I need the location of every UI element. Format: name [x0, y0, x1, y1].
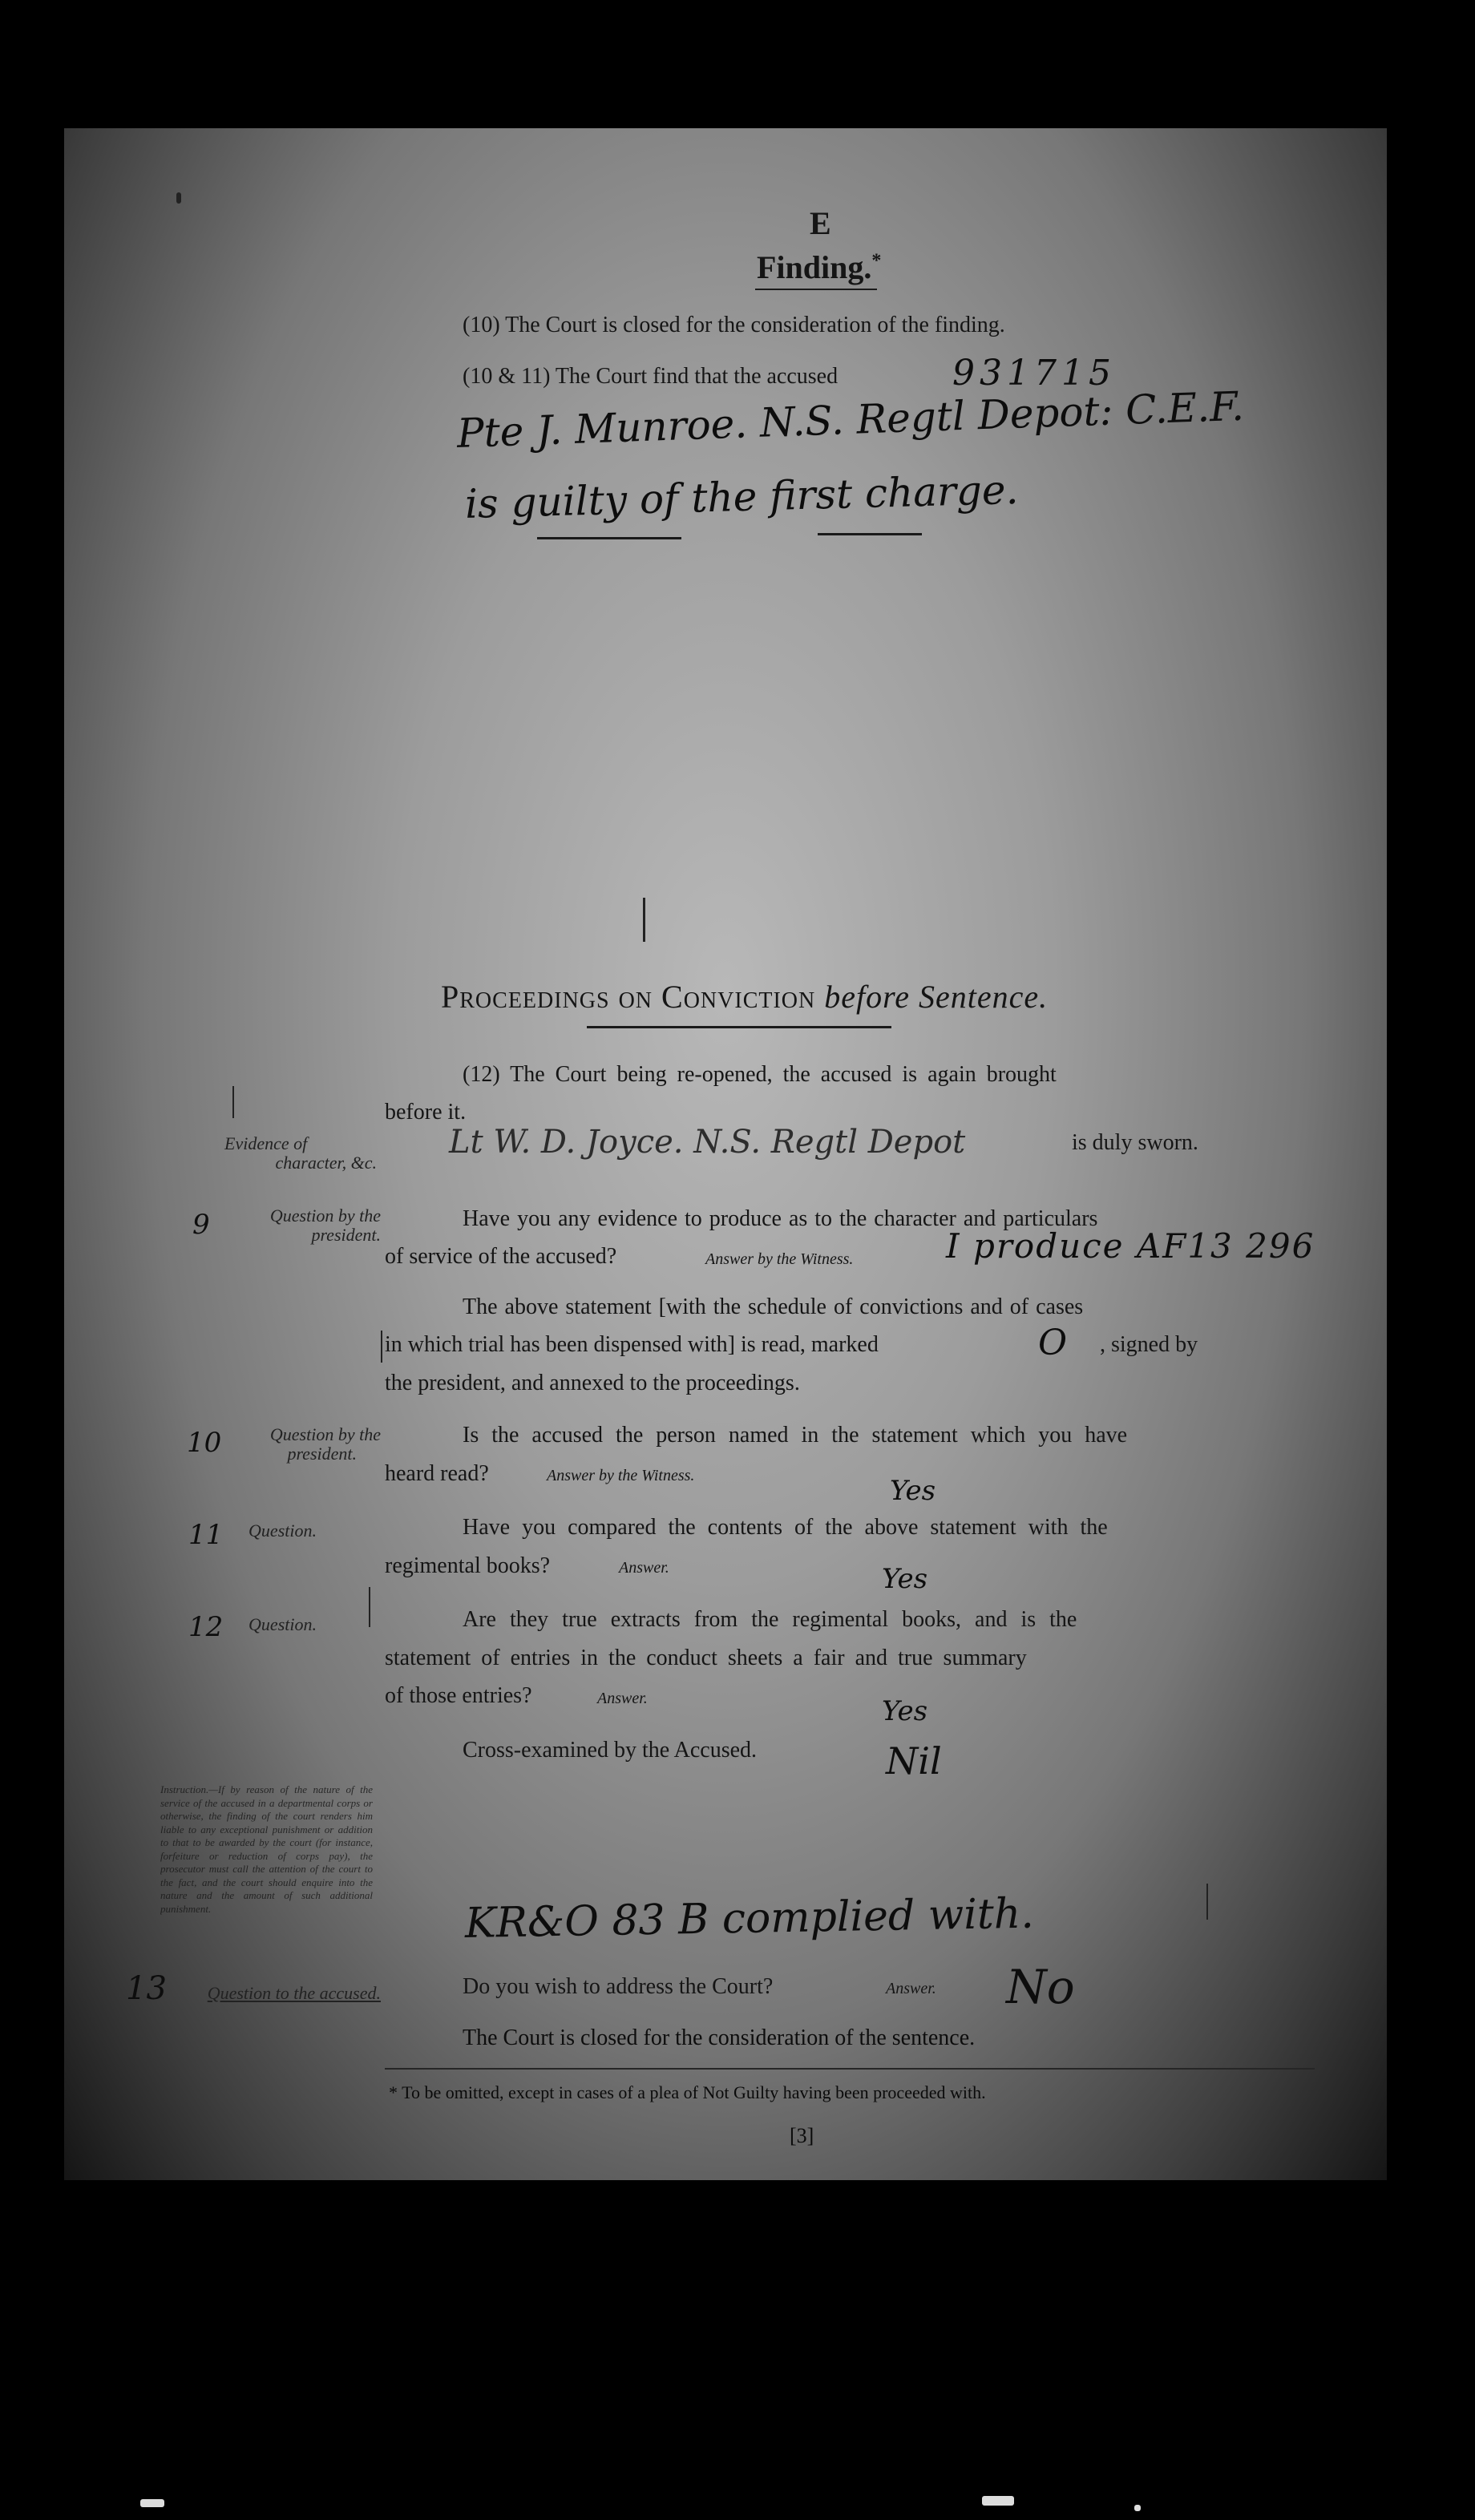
q9-number: 9 — [192, 1209, 210, 1241]
q10-answer: Yes — [890, 1475, 936, 1507]
q10-answer-label: Answer by the Witness. — [547, 1467, 695, 1484]
q11-line-1: Have you compared the contents of the above statement with the — [463, 1515, 1108, 1540]
statement-line-3: the president, and annexed to the proceedings. — [385, 1371, 800, 1395]
cross-examined: Cross-examined by the Accused. — [463, 1738, 758, 1763]
page-number: [3] — [790, 2124, 814, 2147]
statement-line-1: The above statement [with the schedule of convictions and of cases — [463, 1294, 1084, 1319]
q10-margin — [184, 1425, 381, 1464]
p12-line-2: before it. — [385, 1100, 467, 1125]
q12-line-1: Are they true extracts from the regimental books, and is the — [463, 1607, 1077, 1632]
conviction-heading-prefix: Proceedings on Conviction — [441, 979, 816, 1015]
scratch-4 — [232, 1086, 234, 1118]
q9-line-2: of service of the accused? — [385, 1244, 617, 1269]
q10-number: 10 — [187, 1427, 222, 1459]
q12-answer-label: Answer. — [597, 1690, 648, 1707]
q13-text: Do you wish to address the Court? — [463, 1974, 774, 1999]
margin-evidence-line-2: character, &c. — [275, 1153, 377, 1173]
scratch-3 — [369, 1587, 370, 1627]
closing-line: The Court is closed for the consideration of the sentence. — [463, 2025, 976, 2050]
verdict-underline-2 — [818, 533, 922, 535]
q11-answer: Yes — [882, 1563, 928, 1595]
q13-number: 13 — [126, 1970, 167, 2007]
q11-margin: Question. — [249, 1520, 317, 1541]
witness-name: Lt W. D. Joyce. N.S. Regtl Depot — [449, 1124, 966, 1161]
verdict-text: is guilty of the first charge. — [464, 466, 1020, 527]
q12-answer: Yes — [882, 1695, 928, 1727]
accused-number: 931715 — [952, 353, 1116, 394]
q9-margin-line-1: Question by the — [269, 1205, 381, 1226]
q10-line-2: heard read? — [385, 1461, 489, 1486]
q10-margin-line-2: president. — [287, 1444, 357, 1464]
footnote: * To be omitted, except in cases of a plea of Not Guilty having been proceeded with. — [389, 2082, 986, 2102]
cross-answer: Nil — [886, 1739, 942, 1783]
finding-heading-text: Finding. — [757, 249, 872, 285]
q11-answer-label: Answer. — [619, 1559, 669, 1577]
conviction-heading — [441, 978, 1048, 1016]
finding-heading-mark: * — [871, 250, 882, 272]
q9-margin-line-2: president. — [311, 1225, 381, 1245]
statement-line-2a: in which trial has been dispensed with] is read, marked — [385, 1332, 879, 1357]
conviction-heading-underline — [587, 1026, 891, 1028]
margin-evidence — [184, 1134, 377, 1173]
q13-answer: No — [1006, 1960, 1075, 2014]
q10-margin-line-1: Question by the — [269, 1424, 381, 1444]
speck-1 — [176, 192, 181, 204]
finding-heading — [757, 248, 881, 286]
q9-line-1: Have you any evidence to produce as to the character and particulars — [463, 1206, 1098, 1231]
finding-heading-underline — [755, 289, 877, 290]
margin-evidence-line-1: Evidence of — [224, 1133, 308, 1153]
scratch-5 — [1206, 1884, 1208, 1920]
statement-mark: O — [1038, 1323, 1068, 1363]
scratch-2 — [381, 1331, 382, 1363]
q12-number: 12 — [188, 1611, 224, 1643]
statement-line-2b: , signed by — [1100, 1332, 1198, 1357]
q10-line-1: Is the accused the person named in the statement which you have — [463, 1423, 1128, 1448]
form-page — [64, 128, 1387, 2180]
q13-margin: Question to the accused. — [207, 1983, 381, 2003]
border-speck-3 — [1134, 2505, 1141, 2511]
q13-answer-label: Answer. — [886, 1980, 936, 1997]
verdict-underline-1 — [537, 537, 681, 539]
p12-line-1: (12) The Court being re-opened, the accused is again brought — [463, 1062, 1057, 1087]
q12-margin: Question. — [249, 1614, 317, 1634]
accused-name: Pte J. Munroe. N.S. Regtl Depot: C.E.F. — [455, 382, 1245, 457]
q11-line-2: regimental books? — [385, 1553, 551, 1578]
scratch-1 — [643, 898, 645, 942]
q9-answer: I produce AF13 296 — [946, 1226, 1315, 1266]
q12-line-3: of those entries? — [385, 1683, 532, 1708]
border-speck-1 — [140, 2499, 164, 2507]
kr-note: KR&O 83 B complied with. — [464, 1889, 1035, 1948]
instruction-note: Instruction.—If by reason of the nature of the service of the accused in a departmental corps or otherwise, the finding of the court renders him liable to any exceptional punishment or addition to that to be awarded by the court (for instance, forfeiture or reduction of corps pay), the prosecutor must call the attention of the court to the fact, and the court should enquire into the nature and the amount of such additional punishment. — [160, 1783, 373, 1915]
q9-answer-label: Answer by the Witness. — [705, 1250, 854, 1268]
duly-sworn: is duly sworn. — [1072, 1130, 1198, 1155]
conviction-heading-italic: before Sentence. — [824, 979, 1049, 1015]
border-speck-2 — [982, 2496, 1014, 2506]
section-letter: E — [810, 205, 831, 241]
q11-number: 11 — [188, 1519, 224, 1551]
finding-line-10-11: (10 & 11) The Court find that the accused — [463, 364, 839, 389]
finding-line-10: (10) The Court is closed for the consideration of the finding. — [463, 313, 1005, 337]
q9-margin — [184, 1206, 381, 1245]
q12-line-2: statement of entries in the conduct sheets a fair and true summary — [385, 1646, 1027, 1670]
footnote-rule — [385, 2068, 1315, 2070]
